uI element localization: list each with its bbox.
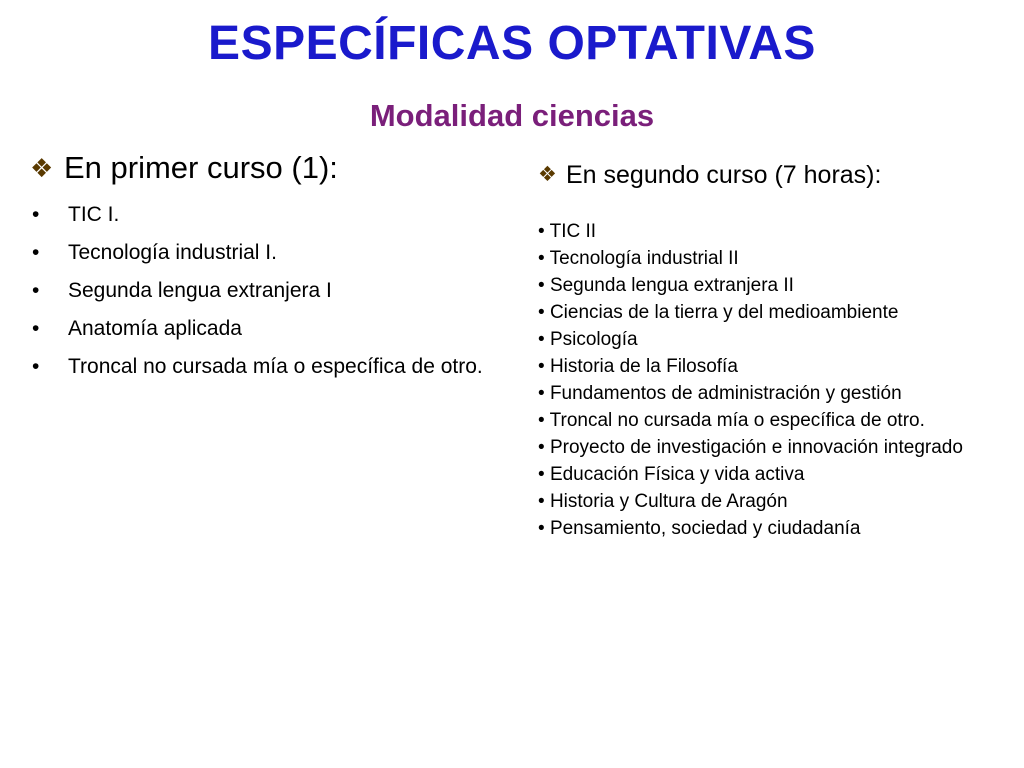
round-bullet-icon: • [538,302,550,323]
round-bullet-icon: • [538,248,550,269]
list-item: • Historia y Cultura de Aragón [538,491,788,512]
round-bullet-icon: • [32,279,40,302]
round-bullet-icon: • [538,491,550,512]
list-item: • Anatomía aplicada [32,317,242,340]
round-bullet-icon: • [538,518,550,539]
round-bullet-icon: • [538,221,550,242]
second-course-column [538,158,998,542]
second-course-heading [538,158,998,192]
second-course-list [538,218,998,542]
list-item: • Tecnología industrial I. [32,241,277,264]
list-item: • Historia de la Filosofía [538,356,738,377]
list-item: • TIC I. [32,203,120,226]
round-bullet-icon: • [538,329,550,350]
list-item: • Psicología [538,329,638,350]
round-bullet-icon: • [538,410,550,431]
first-course-column [30,148,500,392]
list-item: • Tecnología industrial II [538,248,739,269]
list-item: • Troncal no cursada mía o específica de otro. [538,410,925,431]
first-course-heading-text: En primer curso (1): [64,150,338,185]
list-item: • Educación Física y vida activa [538,464,805,485]
slide-subtitle: Modalidad ciencias [369,98,655,133]
round-bullet-icon: • [538,437,550,458]
list-item: • Segunda lengua extranjera II [538,275,794,296]
first-course-heading [30,148,500,188]
round-bullet-icon: • [32,355,40,378]
list-item: • Fundamentos de administración y gestión [538,383,902,404]
list-item: • Ciencias de la tierra y del medioambiente [538,302,899,323]
four-diamond-icon: ❖ [538,163,557,186]
round-bullet-icon: • [32,317,40,340]
round-bullet-icon: • [32,203,40,226]
list-item: • TIC II [538,221,597,242]
list-item: • Segunda lengua extranjera I [32,279,332,302]
four-diamond-icon: ❖ [30,153,54,183]
list-item: • Troncal no cursada mía o específica de otro. [32,355,483,378]
round-bullet-icon: • [538,464,550,485]
second-course-heading-text: En segundo curso (7 horas): [566,161,882,189]
round-bullet-icon: • [538,275,550,296]
round-bullet-icon: • [538,356,550,377]
slide-title: ESPECÍFICAS OPTATIVAS [208,17,816,70]
round-bullet-icon: • [32,241,40,264]
round-bullet-icon: • [538,383,550,404]
list-item: • Pensamiento, sociedad y ciudadanía [538,518,861,539]
list-item: • Proyecto de investigación e innovación integrado [538,437,963,458]
first-course-list [30,202,500,379]
